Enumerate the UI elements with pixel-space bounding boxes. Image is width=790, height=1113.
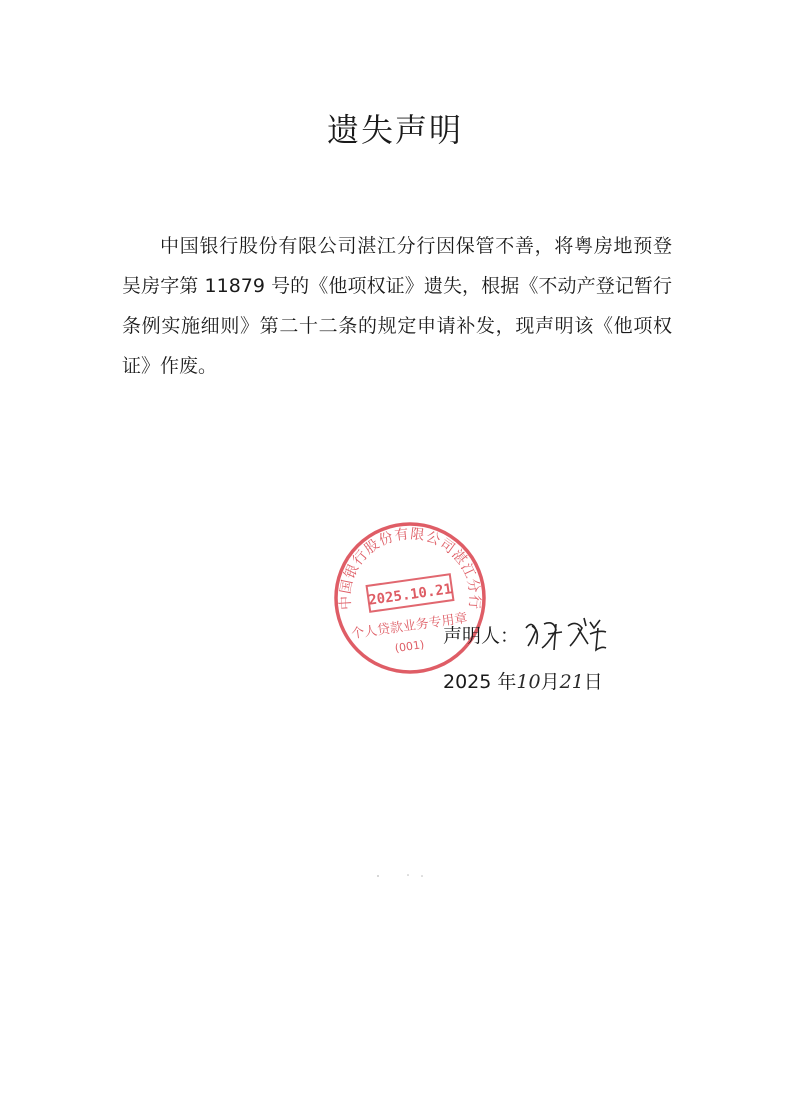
declaration-date — [443, 664, 603, 700]
seal-outer-text: 中国银行股份有限公司湛江分行 — [337, 526, 483, 611]
official-seal — [330, 518, 490, 678]
date-year-suffix: 年 — [491, 671, 517, 693]
declaration-paragraph: 中国银行股份有限公司湛江分行因保管不善，将粤房地预登吴房字第 11879 号的《他项权证》遗失，根据《不动产登记暂行条例实施细则》第二十二条的规定申请补发，现声明该《他项权证》作废。 — [122, 235, 672, 377]
date-month: 10 — [516, 671, 541, 693]
date-year: 2025 — [443, 671, 492, 693]
seal-code: (001) — [393, 638, 426, 656]
scan-specks — [370, 870, 440, 880]
date-month-suffix: 月 — [540, 671, 560, 693]
date-day: 21 — [559, 671, 584, 693]
seal-inner-text: 个人贷款业务专用章 — [350, 610, 469, 643]
handwritten-signature — [520, 610, 612, 660]
page-title: 遗失声明 — [326, 111, 463, 149]
date-day-suffix: 日 — [583, 671, 603, 693]
declarant-label: 声明人： — [443, 625, 520, 647]
seal-date: 2025.10.21 — [367, 581, 454, 609]
declarant-row — [443, 618, 519, 654]
